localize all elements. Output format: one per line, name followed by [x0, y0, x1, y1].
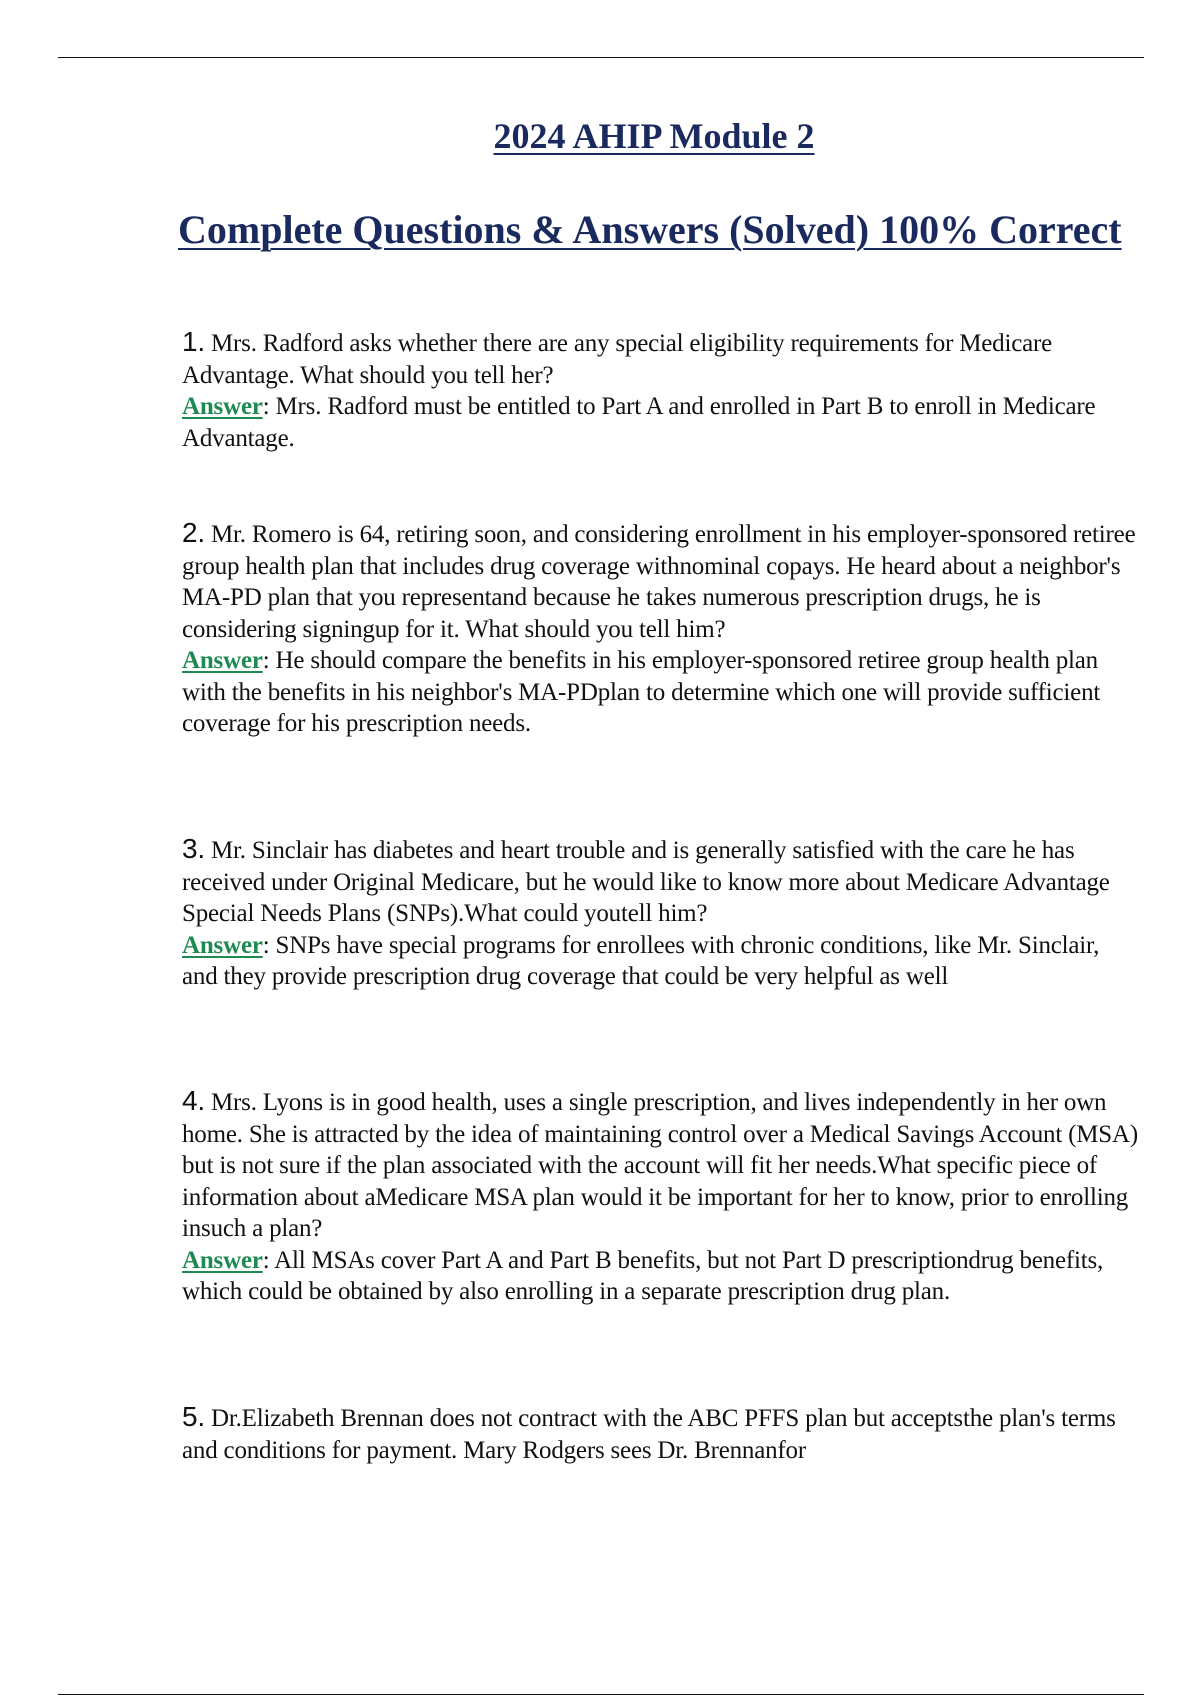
- footer-rule: [58, 1694, 1144, 1695]
- answer-body: All MSAs cover Part A and Part B benefits, but not Part D prescriptiondrug benefits, which could be obtained by also enrolling in a separate prescription drug plan.: [182, 1246, 1104, 1305]
- answer-label: Answer: [182, 931, 263, 959]
- answer-text: Answer: Mrs. Radford must be entitled to Part A and enrolled in Part B to enroll in Medicare Advantage.: [182, 393, 1096, 452]
- question-block-4: [182, 1085, 1138, 1308]
- question-number: 5.: [182, 1401, 205, 1432]
- answer-text: Answer: He should compare the benefits in his employer-sponsored retiree group health plan with the benefits in his neighbor's MA-PDplan to determine which one will provide sufficient coverage for his prescription needs.: [182, 647, 1101, 737]
- answer-body: He should compare the benefits in his employer-sponsored retiree group health plan with the benefits in his neighbor's MA-PDplan to determine which one will provide sufficient coverage for his prescription needs.: [182, 647, 1101, 737]
- question-body: Mr. Sinclair has diabetes and heart trouble and is generally satisfied with the care he has received under Original Medicare, but he would like to know more about Medicare Advantage Special Needs Plans (SNPs).What could youtell him?: [182, 837, 1110, 927]
- question-number: 4.: [182, 1085, 205, 1116]
- question-text: [182, 833, 1138, 930]
- answer-label: Answer: [182, 647, 263, 674]
- question-block-2: [182, 517, 1138, 740]
- question-number: 2.: [182, 517, 205, 548]
- question-block-5: [182, 1401, 1138, 1466]
- document-title: 2024 AHIP Module 2: [493, 116, 815, 156]
- header-rule: [58, 57, 1144, 58]
- answer-body: SNPs have special programs for enrollees with chronic conditions, like Mr. Sinclair, and they provide prescription drug coverage that could be very helpful as well: [182, 931, 1100, 990]
- answer-text: Answer: SNPs have special programs for enrollees with chronic conditions, like Mr. Sinclair, and they provide prescription drug coverage that could be very helpful as well: [182, 931, 1100, 990]
- answer-body: Mrs. Radford must be entitled to Part A and enrolled in Part B to enroll in Medicare Advantage.: [182, 393, 1096, 452]
- question-text: [182, 1401, 1138, 1466]
- question-text: [182, 326, 1138, 391]
- question-body: Mr. Romero is 64, retiring soon, and considering enrollment in his employer-sponsored retiree group health plan that includes drug coverage withnominal copays. He heard about a neighbor's MA-PD plan that you representand because he takes numerous prescription drugs, he is considering signingup for it. What should you tell him?: [182, 521, 1136, 643]
- answer-text: Answer: All MSAs cover Part A and Part B benefits, but not Part D prescriptiondrug benefits, which could be obtained by also enrolling in a separate prescription drug plan.: [182, 1246, 1104, 1305]
- document-subtitle: Complete Questions & Answers (Solved) 100% Correct: [178, 207, 1122, 252]
- question-text: [182, 1085, 1138, 1245]
- question-body: Mrs. Radford asks whether there are any special eligibility requirements for Medicare Advantage. What should you tell her?: [182, 330, 1053, 389]
- question-number: 3.: [182, 833, 205, 864]
- question-body: Mrs. Lyons is in good health, uses a single prescription, and lives independently in her own home. She is attracted by the idea of maintaining control over a Medical Savings Account (MSA) but is not sure if the plan associated with the account will fit her needs.What specific piece of information about aMedicare MSA plan would it be important for her to know, prior to enrolling insuch a plan?: [182, 1089, 1138, 1242]
- question-block-1: [182, 326, 1138, 454]
- answer-label: Answer: [182, 1246, 263, 1274]
- question-number: 1.: [182, 326, 205, 357]
- question-text: [182, 517, 1138, 645]
- answer-label: Answer: [182, 393, 263, 420]
- question-body: Dr.Elizabeth Brennan does not contract with the ABC PFFS plan but acceptsthe plan's terms and conditions for payment. Mary Rodgers sees Dr. Brennanfor: [182, 1405, 1116, 1464]
- question-block-3: [182, 833, 1138, 993]
